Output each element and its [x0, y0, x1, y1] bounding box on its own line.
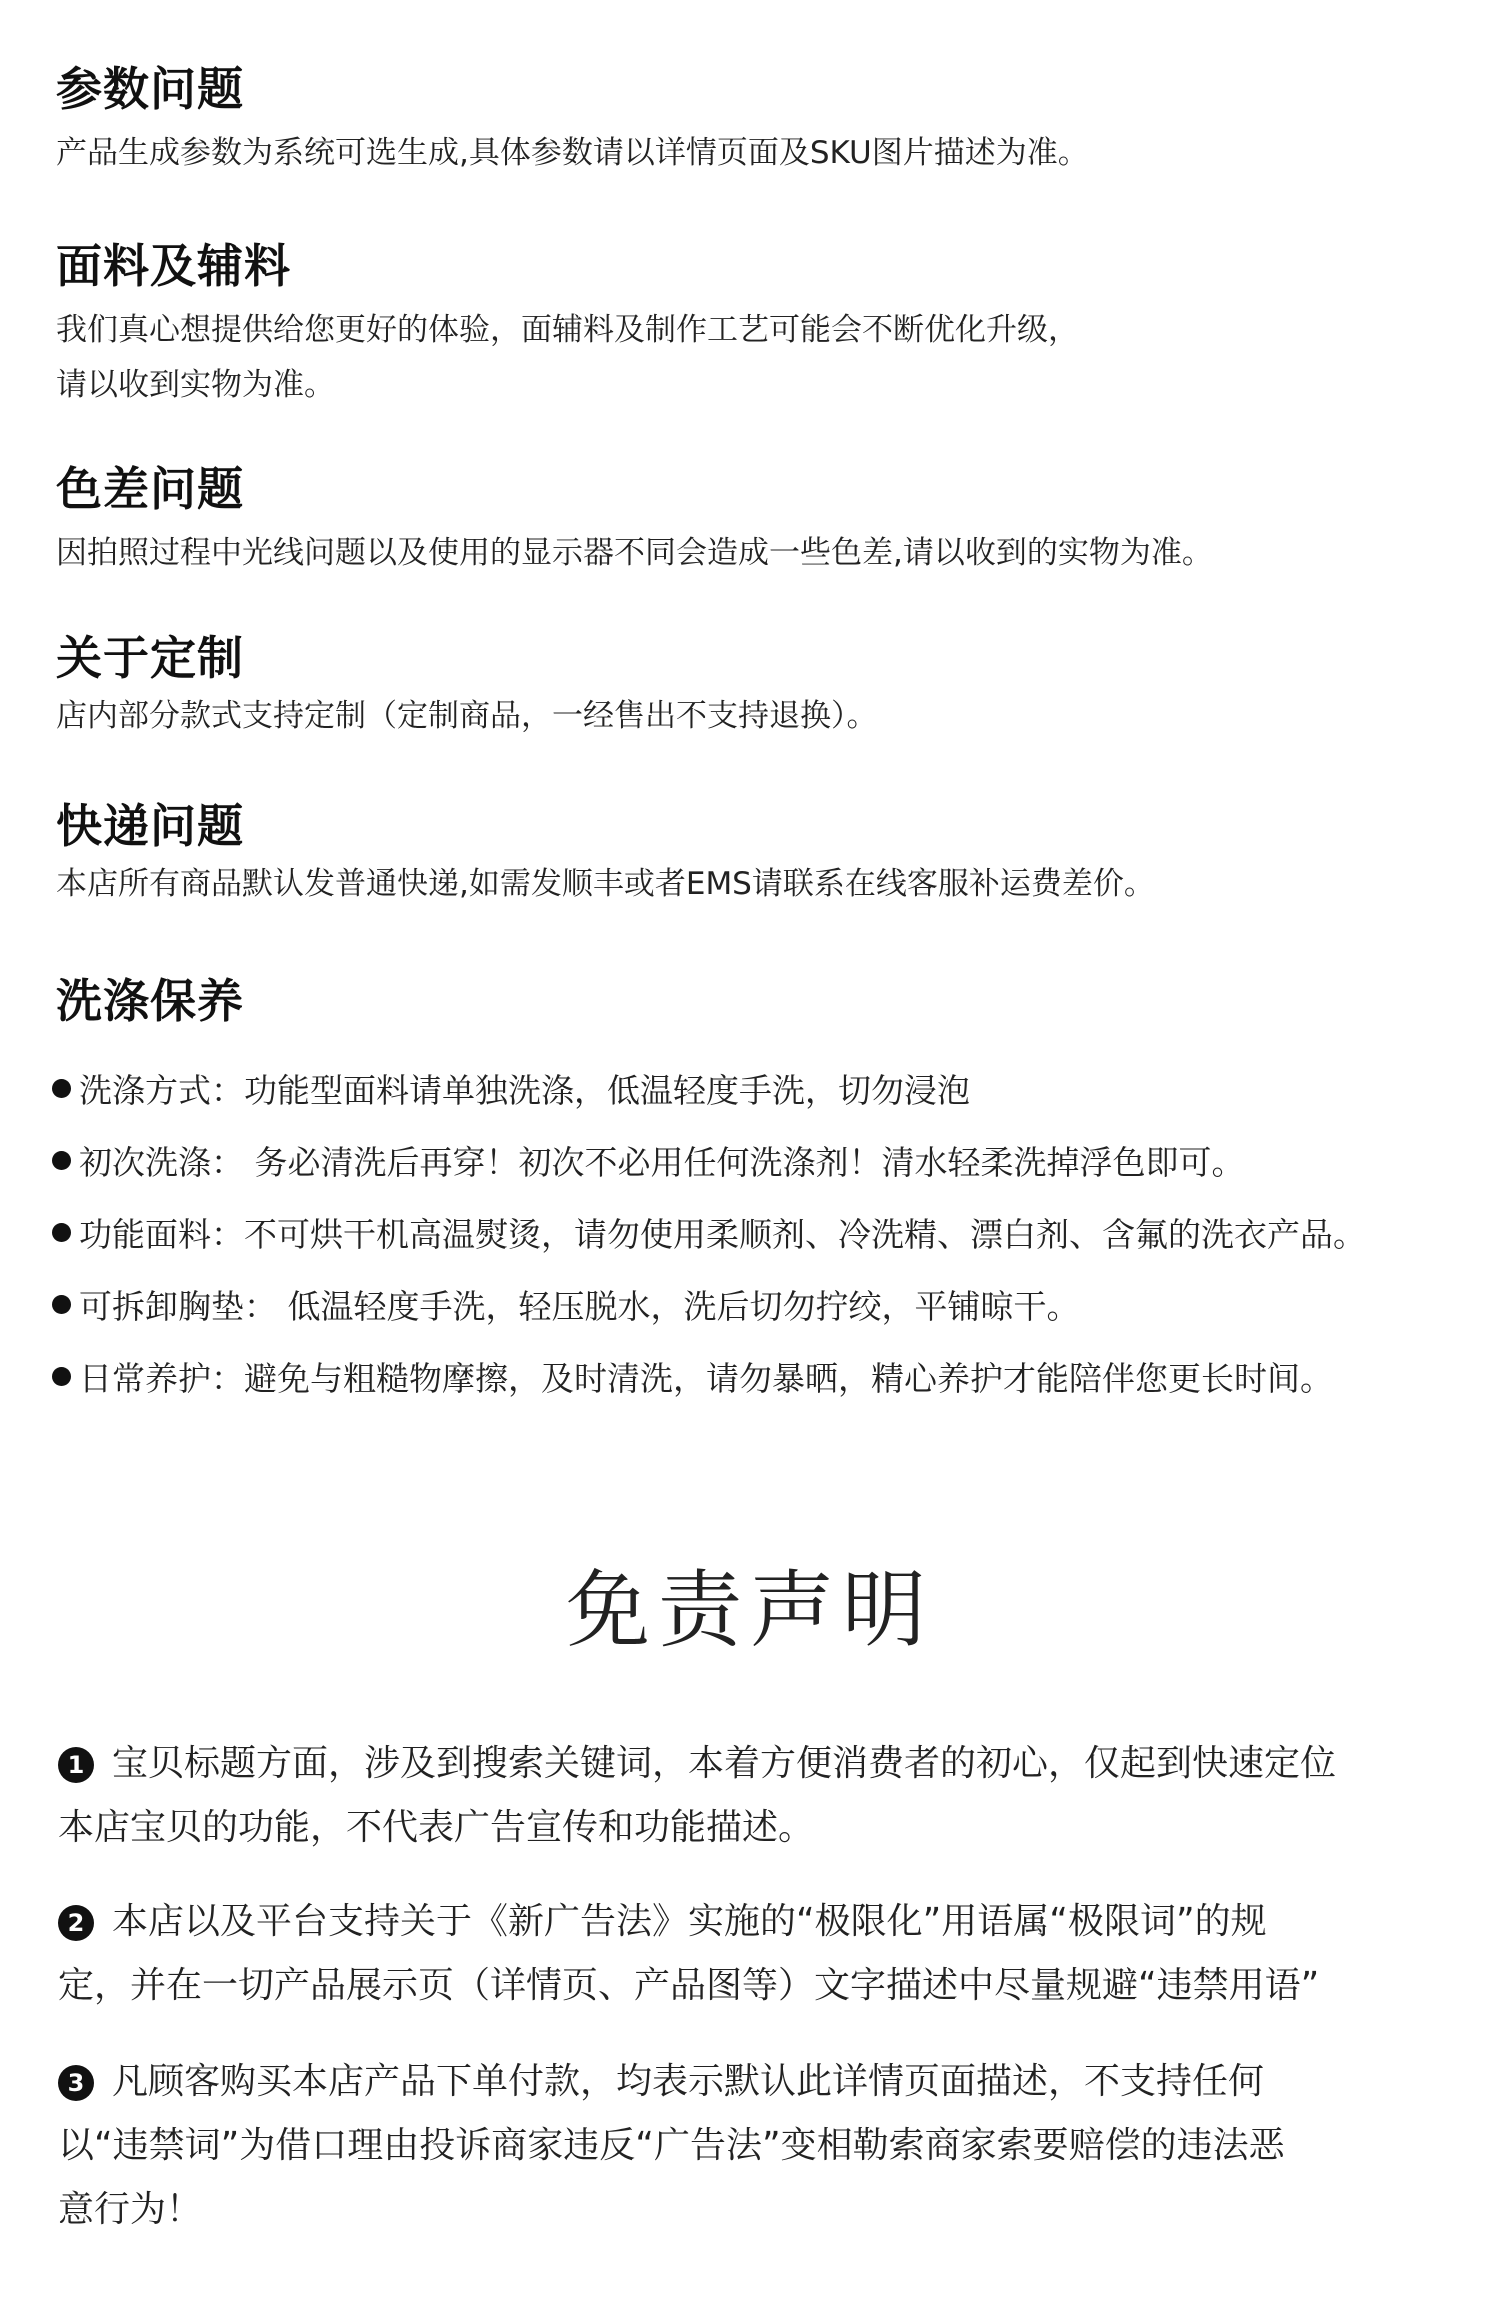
section-title: 色差问题	[56, 462, 244, 516]
care-text: 初次洗涤： 务必清洗后再穿！初次不必用任何洗涤剂！清水轻柔洗掉浮色即可。	[79, 1142, 1245, 1182]
disclaimer-item	[58, 1732, 1336, 1860]
section-title: 关于定制	[56, 631, 244, 685]
number-badge-icon: 2	[58, 1905, 94, 1941]
section-title: 快递问题	[56, 799, 244, 853]
section-title: 洗涤保养	[56, 974, 244, 1028]
list-item	[52, 1340, 1366, 1412]
section-text: 请以收到实物为准。	[56, 367, 335, 403]
disclaimer-text: 本店宝贝的功能，不代表广告宣传和功能描述。	[58, 1807, 815, 1848]
number-badge-icon: 3	[58, 2065, 94, 2101]
section-title: 面料及辅料	[56, 239, 291, 293]
care-text: 功能面料：不可烘干机高温熨烫，请勿使用柔顺剂、冷洗精、漂白剂、含氟的洗衣产品。	[79, 1214, 1366, 1254]
disclaimer-text: 本店以及平台支持关于《新广告法》实施的“极限化”用语属“极限词”的规	[112, 1901, 1267, 1942]
disclaimer-item	[58, 1890, 1319, 2018]
section-text: 我们真心想提供给您更好的体验，面辅料及制作工艺可能会不断优化升级，	[56, 312, 1079, 348]
section-title: 参数问题	[56, 62, 244, 116]
section-color	[56, 458, 1213, 581]
section-text: 店内部分款式支持定制（定制商品，一经售出不支持退换）。	[56, 698, 878, 734]
section-text: 本店所有商品默认发普通快递,如需发顺丰或者EMS请联系在线客服补运费差价。	[56, 866, 1155, 902]
bullet-icon	[52, 1223, 71, 1242]
disclaimer-text: 以“违禁词”为借口理由投诉商家违反“广告法”变相勒索商家索要赔偿的违法恶	[58, 2125, 1285, 2166]
list-item	[52, 1124, 1366, 1196]
section-params	[56, 58, 1089, 181]
disclaimer-text: 定，并在一切产品展示页（详情页、产品图等）文字描述中尽量规避“违禁用语”	[58, 1965, 1320, 2006]
list-item	[52, 1052, 1366, 1124]
list-item	[52, 1196, 1366, 1268]
bullet-icon	[52, 1079, 71, 1098]
section-text: 因拍照过程中光线问题以及使用的显示器不同会造成一些色差,请以收到的实物为准。	[56, 535, 1213, 571]
section-care	[56, 970, 244, 1032]
bullet-icon	[52, 1151, 71, 1170]
section-shipping	[56, 795, 1155, 912]
disclaimer-text: 宝贝标题方面，涉及到搜索关键词，本着方便消费者的初心，仅起到快速定位	[112, 1743, 1337, 1784]
number-badge-icon: 1	[58, 1747, 94, 1783]
disclaimer-title: 免责声明	[565, 1561, 934, 1659]
section-fabric	[56, 235, 1079, 413]
care-list	[52, 1052, 1366, 1412]
disclaimer-item	[58, 2050, 1285, 2242]
section-text: 产品生成参数为系统可选生成,具体参数请以详情页面及SKU图片描述为准。	[56, 135, 1089, 171]
care-text: 洗涤方式：功能型面料请单独洗涤，低温轻度手洗，切勿浸泡	[79, 1070, 970, 1110]
disclaimer-text: 意行为！	[58, 2189, 203, 2230]
disclaimer-text: 凡顾客购买本店产品下单付款，均表示默认此详情页面描述，不支持任何	[112, 2061, 1265, 2102]
care-text: 日常养护：避免与粗糙物摩擦，及时清洗，请勿暴晒，精心养护才能陪伴您更长时间。	[79, 1358, 1333, 1398]
care-text: 可拆卸胸垫： 低温轻度手洗，轻压脱水，洗后切勿拧绞，平铺晾干。	[79, 1286, 1080, 1326]
section-custom	[56, 627, 878, 744]
bullet-icon	[52, 1367, 71, 1386]
list-item	[52, 1268, 1366, 1340]
bullet-icon	[52, 1295, 71, 1314]
